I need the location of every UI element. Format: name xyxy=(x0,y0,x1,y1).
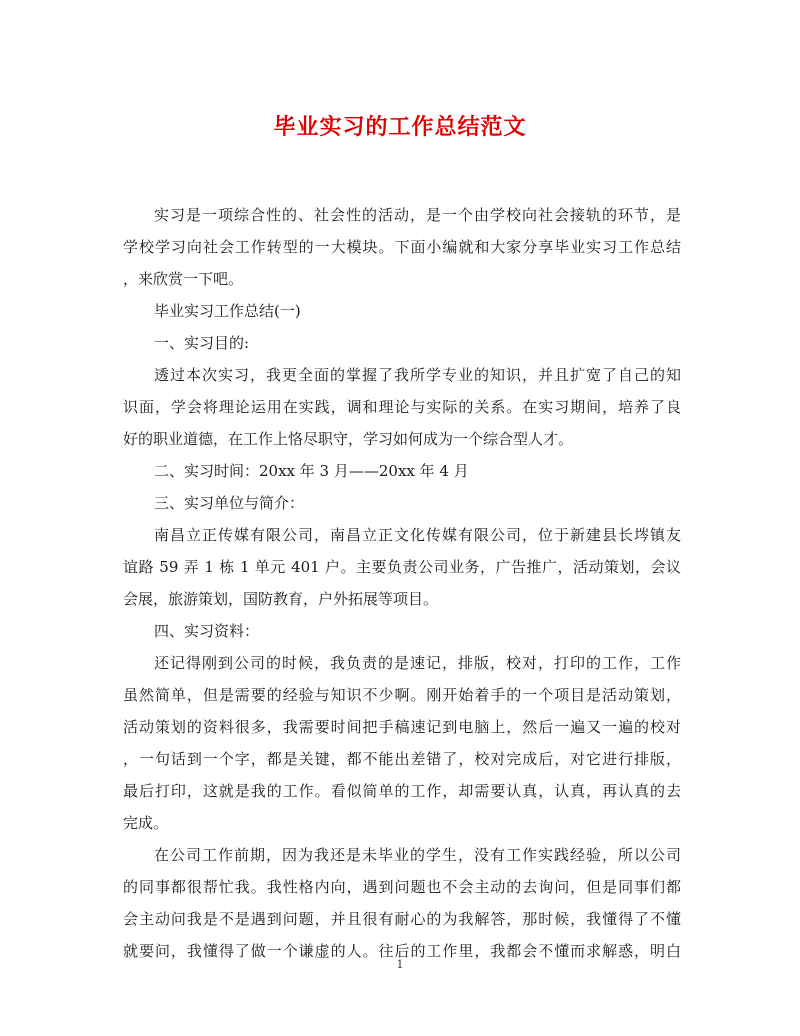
text-line: 活动策划的资料很多，我需要时间把手稿速记到电脑上，然后一遍又一遍的校对 xyxy=(123,718,681,736)
text-line: 学校学习向社会工作转型的一大模块。下面小编就和大家分享毕业实习工作总结 xyxy=(123,238,681,256)
text-line: 透过本次实习，我更全面的掌握了我所学专业的知识，并且扩宽了自己的知 xyxy=(154,366,681,384)
text-line: 完成。 xyxy=(123,814,169,832)
text-line: 实习是一项综合性的、社会性的活动，是一个由学校向社会接轨的环节，是 xyxy=(154,206,681,224)
text-line: 好的职业道德，在工作上恪尽职守，学习如何成为一个综合型人才。 xyxy=(123,430,574,448)
text-line: 的同事都很帮忙我。我性格内向，遇到问题也不会主动的去询问，但是同事们都 xyxy=(123,878,681,896)
document-title: 毕业实习的工作总结范文 xyxy=(273,114,527,140)
text-line: 会主动问我是不是遇到问题，并且很有耐心的为我解答，那时候，我懂得了不懂 xyxy=(123,910,681,928)
text-line: 还记得刚到公司的时候，我负责的是速记，排版，校对，打印的工作，工作 xyxy=(154,654,681,672)
page-number: 1 xyxy=(396,958,404,971)
text-line: 四、实习资料： xyxy=(154,622,260,640)
text-line: ，来欣赏一下吧。 xyxy=(123,270,244,288)
text-line: 三、实习单位与简介： xyxy=(154,494,305,512)
text-line: 最后打印，这就是我的工作。看似简单的工作，却需要认真，认真，再认真的去 xyxy=(123,782,681,800)
text-line: 识面，学会将理论运用在实践，调和理论与实际的关系。在实习期间，培养了良 xyxy=(123,398,681,416)
text-line: 二、实习时间：20xx 年 3 月——20xx 年 4 月 xyxy=(154,462,469,480)
text-line: 会展，旅游策划，国防教育，户外拓展等项目。 xyxy=(123,590,439,608)
text-line: ，一句话到一个字，都是关键，都不能出差错了，校对完成后，对它进行排版， xyxy=(123,750,681,768)
text-line: 南昌立正传媒有限公司，南昌立正文化传媒有限公司，位于新建县长埁镇友 xyxy=(154,526,681,544)
text-line: 一、实习目的: xyxy=(154,334,250,352)
document-body xyxy=(123,199,681,967)
text-line: 就要问，我懂得了做一个谦虚的人。往后的工作里，我都会不懂而求解惑，明白 xyxy=(123,942,681,960)
text-line: 谊路 59 弄 1 栋 1 单元 401 户。主要负责公司业务，广告推广，活动策划，会议 xyxy=(123,558,681,576)
text-line: 在公司工作前期，因为我还是未毕业的学生，没有工作实践经验，所以公司 xyxy=(154,846,681,864)
text-line: 虽然简单，但是需要的经验与知识不少啊。刚开始着手的一个项目是活动策划， xyxy=(123,686,681,704)
text-line: 毕业实习工作总结(一) xyxy=(154,302,301,320)
